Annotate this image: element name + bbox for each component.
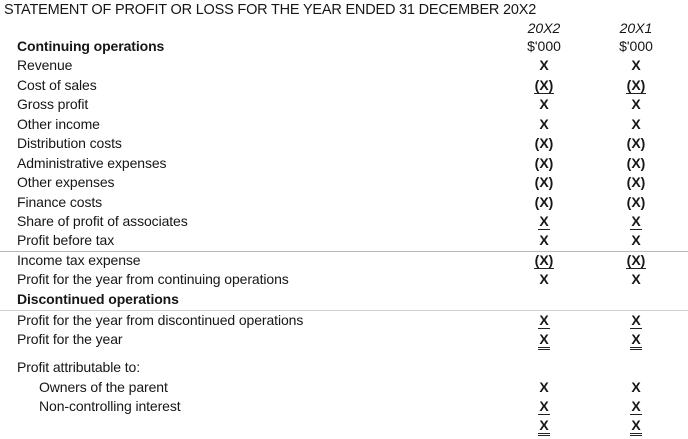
row-label: Profit for the year from continuing operations xyxy=(17,271,289,287)
value-prior: (X) xyxy=(626,135,646,151)
value-prior: X xyxy=(631,232,641,248)
value-prior: (X) xyxy=(626,252,646,268)
row-administrative-expenses xyxy=(0,155,688,175)
statement-title: STATEMENT OF PROFIT OR LOSS FOR THE YEAR ENDED 31 DECEMBER 20X2 xyxy=(4,2,537,18)
value-current: (X) xyxy=(534,155,554,171)
value-current: X xyxy=(539,57,549,73)
value-current: X xyxy=(538,331,549,350)
row-label: Other expenses xyxy=(17,174,115,190)
divider-line xyxy=(0,310,688,311)
value-prior: X xyxy=(631,57,641,73)
row-profit-before-tax xyxy=(0,232,688,252)
row-label: Non-controlling interest xyxy=(39,398,181,414)
value-current: X xyxy=(539,271,549,287)
row-continuing-operations-heading xyxy=(0,38,688,58)
value-prior: X xyxy=(631,312,641,328)
row-label: Profit for the year from discontinued operations xyxy=(17,312,304,328)
column-year-current: 20X2 xyxy=(527,20,561,36)
row-label: Cost of sales xyxy=(17,77,97,93)
value-prior: (X) xyxy=(626,77,646,93)
row-share-of-profit-of-associates xyxy=(0,213,688,233)
column-unit-current: $'000 xyxy=(527,38,561,54)
value-current: X xyxy=(539,116,549,132)
row-label: Profit before tax xyxy=(17,232,115,248)
value-prior: X xyxy=(631,379,641,395)
value-prior: X xyxy=(631,398,641,414)
row-label: Gross profit xyxy=(17,96,89,112)
value-current: X xyxy=(539,96,549,112)
row-income-tax-expense xyxy=(0,252,688,272)
value-current: (X) xyxy=(534,135,554,151)
value-prior: (X) xyxy=(626,174,646,190)
row-label: Income tax expense xyxy=(17,252,141,268)
row-owners-of-the-parent xyxy=(0,379,688,399)
value-current: (X) xyxy=(534,252,554,268)
column-year-prior: 20X1 xyxy=(619,20,653,36)
value-prior: X xyxy=(631,213,641,229)
row-profit-discontinued-operations xyxy=(0,312,688,332)
value-prior: X xyxy=(630,331,641,350)
section-heading: Continuing operations xyxy=(17,38,165,54)
value-current: X xyxy=(539,379,549,395)
value-prior: X xyxy=(631,96,641,112)
section-heading: Discontinued operations xyxy=(17,291,179,307)
value-current: (X) xyxy=(534,194,554,210)
row-non-controlling-interest xyxy=(0,398,688,418)
value-current: (X) xyxy=(534,174,554,190)
row-discontinued-operations-heading xyxy=(0,291,688,311)
value-prior: X xyxy=(630,417,641,436)
row-label: Finance costs xyxy=(17,194,103,210)
row-label: Profit attributable to: xyxy=(17,359,140,375)
row-label: Other income xyxy=(17,116,100,132)
row-gross-profit xyxy=(0,96,688,116)
row-other-expenses xyxy=(0,174,688,194)
value-current: X xyxy=(538,417,549,436)
row-label: Administrative expenses xyxy=(17,155,167,171)
value-prior: X xyxy=(631,116,641,132)
row-cost-of-sales xyxy=(0,77,688,97)
row-attributable-total xyxy=(0,417,688,437)
row-profit-continuing-operations xyxy=(0,271,688,291)
row-label: Revenue xyxy=(17,57,73,73)
row-label: Distribution costs xyxy=(17,135,122,151)
row-distribution-costs xyxy=(0,135,688,155)
value-prior: X xyxy=(631,271,641,287)
value-current: (X) xyxy=(534,77,554,93)
value-current: X xyxy=(539,213,549,229)
row-finance-costs xyxy=(0,194,688,214)
row-label: Owners of the parent xyxy=(39,379,168,395)
value-current: X xyxy=(539,312,549,328)
value-prior: (X) xyxy=(626,155,646,171)
row-label: Share of profit of associates xyxy=(17,213,188,229)
column-unit-prior: $'000 xyxy=(619,38,653,54)
row-other-income xyxy=(0,116,688,136)
row-revenue xyxy=(0,57,688,77)
row-profit-for-the-year xyxy=(0,331,688,351)
value-current: X xyxy=(539,232,549,248)
value-prior: (X) xyxy=(626,194,646,210)
row-profit-attributable-heading xyxy=(0,359,688,379)
row-label: Profit for the year xyxy=(17,331,123,347)
value-current: X xyxy=(539,398,549,414)
